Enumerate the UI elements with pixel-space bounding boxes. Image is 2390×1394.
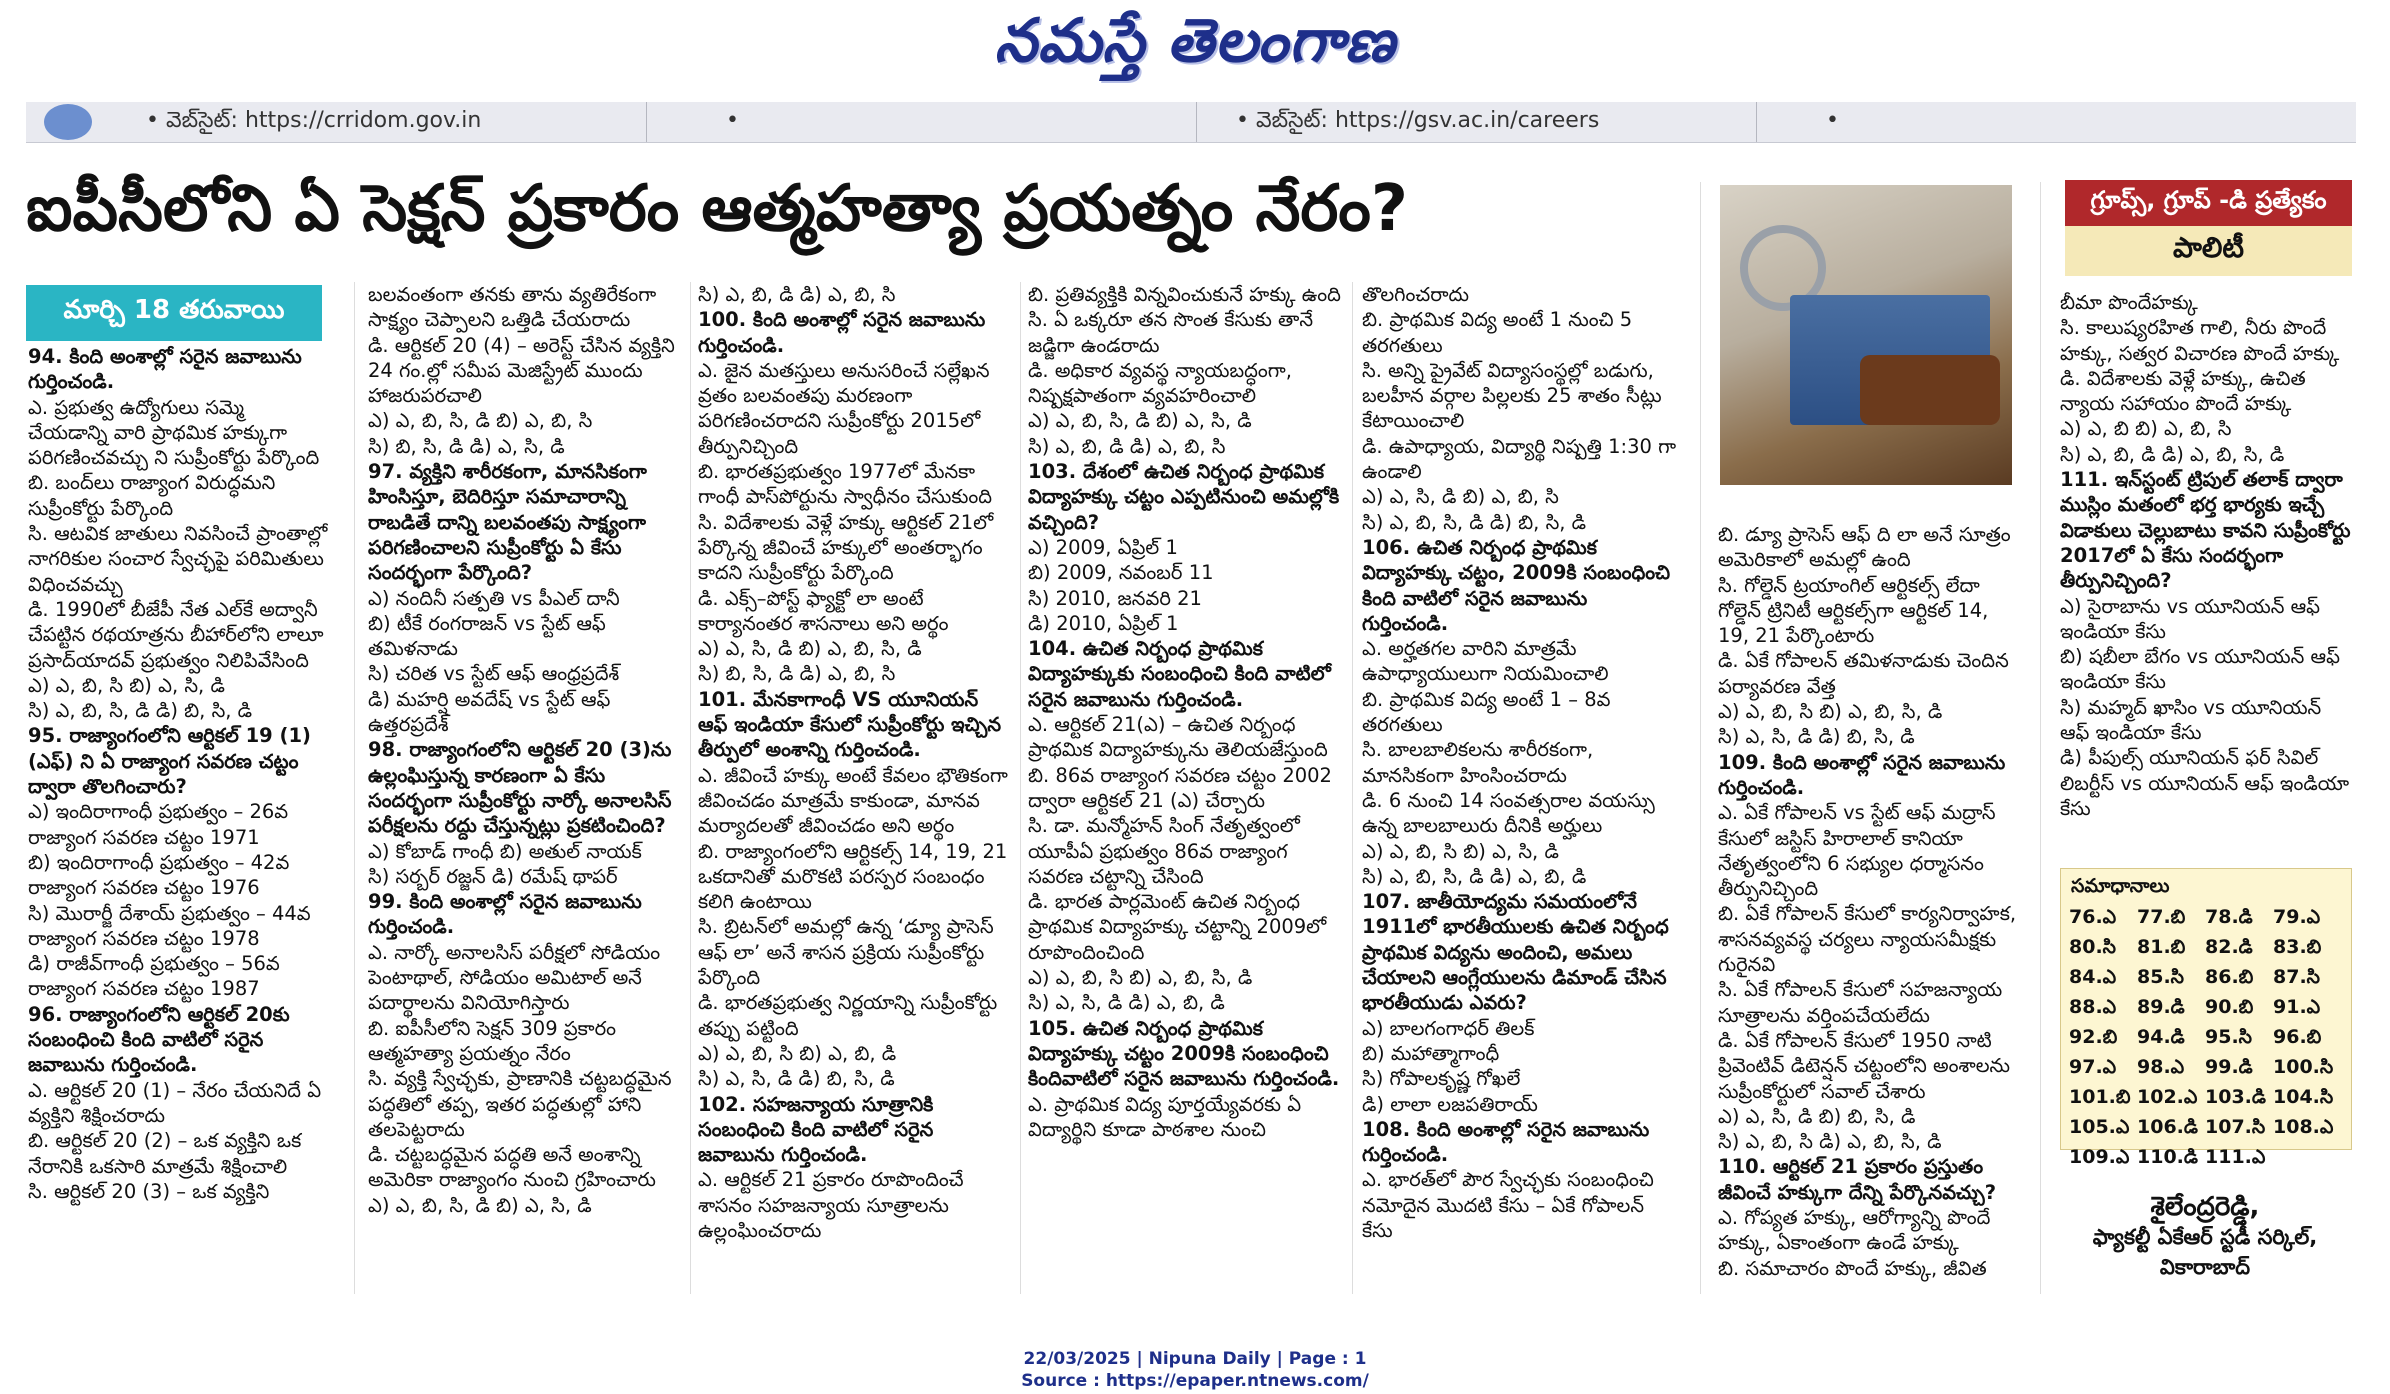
option-text: డి) మహర్షి అవదేష్ vs స్టేట్ ఆఫ్ ఉత్తరప్రదేశ్	[368, 687, 611, 737]
option-text: సి. గోల్డెన్ ట్రయాంగిల్ ఆర్టికల్స్ లేదా గోల్డెన్ ట్రినిటీ ఆర్టికల్స్‌గా ఆర్టికల్ 14, 19, 21 పేర్కొంటారు	[1718, 573, 1989, 648]
option-text: డి) లాలా లజపతిరాయ్	[1362, 1092, 1538, 1116]
option-text: ఎ) ఎ, సి, డి బి) ఎ, బి, సి	[1362, 485, 1559, 509]
answer-cell: 101.బి	[2069, 1085, 2131, 1108]
option-text: డి. ఉపాధ్యాయ, విద్యార్థి నిష్పత్తి 1:30 గా ఉండాలి	[1362, 434, 1677, 484]
answers-box	[2060, 868, 2352, 1168]
answers-row	[2069, 1024, 2341, 1054]
option-text: సి) ఎ, సి, డి డి) బి, సి, డి	[1718, 725, 1915, 749]
option-text: ఎ) ఇందిరాగాంధీ ప్రభుత్వం – 26వ రాజ్యాంగ సవరణ చట్టం 1971	[28, 800, 289, 849]
option-text: ఎ) ఎ, బి, సి, డి బి) ఎ, సి, డి	[1028, 409, 1252, 433]
question-text: 110. ఆర్టికల్ 21 ప్రకారం ప్రస్తుతం జీవించే హక్కుగా దేన్ని పేర్కొనవచ్చు?	[1718, 1155, 1997, 1204]
option-text: బి. ఐపీసీలోని సెక్షన్ 309 ప్రకారం ఆత్మహత్యా ప్రయత్నం నేరం	[368, 1016, 617, 1065]
option-text: సి. కాలుష్యరహిత గాలి, నీరు పొందే హక్కు, సత్వర విచారణ పొందే హక్కు	[2060, 316, 2340, 365]
question-text: 104. ఉచిత నిర్బంధ ప్రాథమిక విద్యాహక్కుకు సంబంధించి కింది వాటిలో సరైన జవాబును గుర్తించండి.	[1028, 637, 1331, 711]
page-footer	[0, 1348, 2390, 1392]
footer-line-1: 22/03/2025 | Nipuna Daily | Page : 1	[1023, 1349, 1367, 1369]
option-text: ఎ. జైన మతస్తులు అనుసరించే సల్లేఖన వ్రతం బలవంతపు మరణంగా పరిగణించరాదని సుప్రీంకోర్టు 2015లో తీర్పునిచ్చింది	[698, 358, 990, 458]
question-text: 99. కింది అంశాల్లో సరైన జవాబును గుర్తించండి.	[368, 890, 642, 939]
strip-cell: • వెబ్‌సైట్: https://crridom.gov.in	[146, 108, 482, 133]
option-text: సి. ఏకే గోపాలన్ కేసులో సహజన్యాయ సూత్రాలను వర్తింపచేయలేదు	[1718, 978, 2003, 1027]
option-text: బీమా పొందేహక్కు	[2060, 291, 2198, 314]
answers-row	[2069, 934, 2341, 964]
option-text: బి. 86వ రాజ్యాంగ సవరణ చట్టం 2002 ద్వారా ఆర్టికల్ 21 (ఎ) చేర్చారు	[1028, 763, 1332, 812]
author-name: శైలేంద్రరెడ్డి,	[2150, 1192, 2260, 1222]
question-text: 106. ఉచిత నిర్బంధ ప్రాథమిక విద్యాహక్కు చట్టం, 2009కి సంబంధించి కింది వాటిలో సరైన జవాబును గుర్తించండి.	[1362, 535, 1671, 635]
option-text: బి) 2009, నవంబర్ 11	[1028, 561, 1214, 585]
option-text: బి. ఆర్టికల్ 20 (2) – ఒక వ్యక్తిని ఒక నేరానికి ఒకసారి మాత్రమే శిక్షించాలి	[28, 1129, 302, 1178]
answer-cell: 83.బి	[2273, 935, 2322, 958]
answer-cell: 95.సి	[2205, 1025, 2252, 1048]
text-column-3	[698, 282, 1014, 1294]
answer-cell: 87.సి	[2273, 965, 2320, 988]
option-text: బి) టీకే రంగరాజన్ vs స్టేట్ ఆఫ్ తమిళనాడు	[368, 611, 606, 661]
answer-cell: 100.సి	[2273, 1055, 2334, 1078]
option-text: ఎ) సైరాబాను vs యూనియన్ ఆఫ్ ఇండియా కేసు	[2060, 594, 2321, 643]
option-text: సి) గోపాలకృష్ణ గోఖలే	[1362, 1067, 1521, 1091]
option-text: ఎ) ఎ, బి, సి, డి బి) ఎ, సి, డి	[368, 1193, 592, 1217]
option-text: ఎ. భారత్‌లో పౌర స్వేచ్ఛకు సంబంధించి నమోదైన మొదటి కేసు – ఏకే గోపాలన్ కేసు	[1362, 1168, 1654, 1242]
byline	[2060, 1192, 2350, 1282]
option-text: సి) సర్బర్ రజ్జన్ డి) రమేష్ థాపర్	[368, 864, 618, 888]
answer-cell: 78.డి	[2205, 905, 2253, 928]
question-text: 105. ఉచిత నిర్బంధ ప్రాథమిక విద్యాహక్కు చట్టం 2009కి సంబంధించి కిందివాటిలో సరైన జవాబును గుర్తించండి.	[1028, 1016, 1340, 1091]
answer-cell: 89.డి	[2137, 995, 2185, 1018]
option-text: డి. అధికార వ్యవస్థ న్యాయబద్ధంగా, నిష్పక్షపాతంగా వ్యవహరించాలి	[1028, 358, 1292, 408]
option-text: డి) పీపుల్స్ యూనియన్ ఫర్ సివిల్ లిబర్టీస్ vs యూనియన్ ఆఫ్ ఇండియా కేసు	[2060, 746, 2350, 820]
answers-row	[2069, 994, 2341, 1024]
option-text: డి. ఏకే గోపాలన్ తమిళనాడుకు చెందిన పర్యావరణ వేత్త	[1718, 649, 2009, 698]
strip-cell: •	[726, 108, 739, 133]
option-text: ఎ) ఎ, బి, సి బి) ఎ, సి, డి	[1362, 839, 1559, 863]
option-text: సి. బాలబాలికలను శారీరకంగా, మానసికంగా హింసించరాదు	[1362, 738, 1594, 787]
text-column-5	[1362, 282, 1680, 1294]
answer-cell: 99.డి	[2205, 1055, 2253, 1078]
option-text: బి. డ్యూ ప్రాసెస్ ఆఫ్ ది లా అనే సూత్రం అమెరికాలో అమల్లో ఉంది	[1718, 523, 2011, 572]
option-text: ఎ) నందినీ సత్పతి vs పీఎల్ దానీ	[368, 586, 620, 610]
option-text: డి) రాజీవ్‌గాంధీ ప్రభుత్వం – 56వ రాజ్యాంగ సవరణ చట్టం 1987	[28, 952, 280, 1001]
option-text: బి) మహాత్మాగాంధీ	[1362, 1041, 1500, 1065]
option-text: సి) బి, సి, డి డి) ఎ, సి, డి	[368, 434, 565, 458]
option-text: ఎ) ఎ, బి బి) ఎ, బి, సి	[2060, 417, 2232, 441]
answer-cell: 79.ఎ	[2273, 905, 2321, 928]
option-text: సి) బి, సి, డి డి) ఎ, బి, సి	[698, 662, 896, 686]
answers-row	[2069, 1114, 2341, 1144]
answer-cell: 103.డి	[2205, 1085, 2266, 1108]
option-text: ఎ. గోప్యత హక్కు, ఆరోగ్యాన్ని పొందే హక్కు, ఏకాంతంగా ఉండే హక్కు	[1718, 1206, 1991, 1255]
option-text: సి. డా. మన్మోహన్ సింగ్ నేతృత్వంలో యూపీఏ ప్రభుత్వం 86వ రాజ్యాంగ సవరణ చట్టాన్ని చేసింది	[1028, 814, 1300, 888]
answer-cell: 91.ఎ	[2273, 995, 2321, 1018]
sidebar-tag: గ్రూప్స్, గ్రూప్ -డి ప్రత్యేకం	[2065, 180, 2352, 226]
option-text: ఎ. అర్హతగల వారిని మాత్రమే ఉపాధ్యాయులుగా నియమించాలి	[1362, 637, 1609, 686]
answers-row	[2069, 1054, 2341, 1084]
option-text: సి) ఎ, బి, సి, డి డి) ఎ, బి, డి	[1362, 864, 1587, 888]
strip-cell: • వెబ్‌సైట్: https://gsv.ac.in/careers	[1236, 108, 1600, 133]
option-text: సి) ఎ, బి, డి డి) ఎ, బి, సి, డి	[2060, 442, 2285, 466]
answer-cell: 96.బి	[2273, 1025, 2322, 1048]
option-text: బలవంతంగా తనకు తాను వ్యతిరేకంగా సాక్ష్యం చెప్పాలని ఒత్తిడి చేయరాదు	[368, 283, 657, 332]
option-text: ఎ) ఎ, సి, డి బి) ఎ, బి, సి, డి	[698, 637, 922, 661]
option-text: సి) చరిత vs స్టేట్ ఆఫ్ ఆంధ్రప్రదేశ్	[368, 662, 620, 686]
answer-cell: 104.సి	[2273, 1085, 2334, 1108]
option-text: ఎ. ఆర్టికల్ 21(ఎ) – ఉచిత నిర్బంధ ప్రాథమిక విద్యాహక్కును తెలియజేస్తుంది	[1028, 713, 1328, 762]
answer-cell: 81.బి	[2137, 935, 2186, 958]
question-text: 94. కింది అంశాల్లో సరైన జవాబును గుర్తించండి.	[28, 345, 302, 394]
sidebar-subject: పాలిటీ	[2065, 226, 2352, 276]
answer-cell: 106.డి	[2137, 1115, 2198, 1138]
option-text: బి. సమాచారం పొందే హక్కు, జీవిత	[1718, 1256, 1987, 1280]
option-text: సి) ఎ, బి, సి డి) ఎ, బి, సి, డి	[1718, 1130, 1942, 1154]
option-text: డి. భారత పార్లమెంట్ ఉచిత నిర్బంధ ప్రాథమిక విద్యాహక్కు చట్టాన్ని 2009లో రూపొందించింది	[1028, 890, 1327, 964]
option-text: ఎ) బాలగంగాధర్ తిలక్	[1362, 1016, 1535, 1040]
answer-cell: 85.సి	[2137, 965, 2184, 988]
option-text: సి. ఆర్టికల్ 20 (3) – ఒక వ్యక్తిని	[28, 1179, 270, 1203]
logo-icon	[44, 104, 92, 140]
option-text: బి. ఏకే గోపాలన్ కేసులో కార్యనిర్వాహక, శాసనవ్యవస్థ చర్యలు న్యాయసమీక్షకు గురైనవి	[1718, 902, 2017, 977]
answer-cell: 86.బి	[2205, 965, 2254, 988]
answer-cell: 80.సి	[2069, 935, 2116, 958]
question-text: 103. దేశంలో ఉచిత నిర్బంధ ప్రాథమిక విద్యాహక్కు చట్టం ఎప్పటినుంచి అమల్లోకి వచ్చింది?	[1028, 460, 1340, 534]
question-text: 111. ఇన్‌స్టంట్ ట్రిపుల్ తలాక్ ద్వారా ముస్లిం మతంలో భర్త భార్యకు ఇచ్చే విడాకులు చెల్లుబాటు కావని సుప్రీంకోర్టు 2017లో ఏ కేసు సందర్భంగా తీర్పునిచ్చింది?	[2060, 468, 2351, 593]
masthead	[0, 6, 2390, 90]
answer-cell: 108.ఎ	[2273, 1115, 2334, 1138]
strip-cell: •	[1826, 108, 1839, 133]
answer-cell: 77.బి	[2137, 905, 2186, 928]
question-text: 109. కింది అంశాల్లో సరైన జవాబును గుర్తించండి.	[1718, 750, 2006, 799]
option-text: సి) ఎ, సి, డి డి) బి, సి, డి	[698, 1067, 895, 1091]
answer-cell: 84.ఎ	[2069, 965, 2117, 988]
option-text: ఎ. ఆర్టికల్ 21 ప్రకారం రూపొందించే శాసనం సహజన్యాయ సూత్రాలను ఉల్లంఘించరాదు	[698, 1168, 964, 1242]
option-text: డి) 2010, ఏప్రిల్ 1	[1028, 611, 1179, 635]
article-headline: ఐపీసీలోని ఏ సెక్షన్ ప్రకారం ఆత్మహత్యా ప్రయత్నం నేరం?	[26, 172, 1408, 246]
answers-row	[2069, 1084, 2341, 1114]
answer-cell: 109.ఎ	[2069, 1145, 2130, 1168]
option-text: డి. ఎక్స్–పోస్ట్ ఫ్యాక్టో లా అంటే కార్యానంతర శాసనాలు అని అర్థం	[698, 586, 949, 635]
answer-cell: 92.బి	[2069, 1025, 2118, 1048]
option-text: డి. విదేశాలకు వెళ్లే హక్కు, ఉచిత న్యాయ సహాయం పొందే హక్కు	[2060, 366, 2306, 416]
newspaper-title: నమస్తే తెలంగాణ	[994, 6, 1396, 76]
answers-row	[2069, 904, 2341, 934]
info-strip	[26, 102, 2356, 143]
text-column-7	[2060, 290, 2352, 850]
option-text: సి) మొరార్జీ దేశాయ్ ప్రభుత్వం – 44వ రాజ్యాంగ సవరణ చట్టం 1978	[28, 901, 311, 950]
answer-cell: 88.ఎ	[2069, 995, 2117, 1018]
question-text: 96. రాజ్యాంగంలోని ఆర్టికల్ 20కు సంబంధించి కింది వాటిలో సరైన జవాబును గుర్తించండి.	[28, 1002, 290, 1077]
option-text: సి. అన్ని ప్రైవేట్ విద్యాసంస్థల్లో బడుగు, బలహీన వర్గాల పిల్లలకు 25 శాతం సీట్లు కేటాయించాలి	[1362, 358, 1662, 433]
option-text: ఎ. జీవించే హక్కు అంటే కేవలం భౌతికంగా జీవించడం మాత్రమే కాకుండా, మానవ మర్యాదలతో జీవించడం అని అర్థం	[698, 763, 1008, 838]
text-column-1	[28, 344, 328, 1294]
option-text: సి) 2010, జనవరి 21	[1028, 586, 1202, 610]
option-text: డి. ఆర్టికల్ 20 (4) – అరెస్ట్ చేసిన వ్యక్తిని 24 గం.ల్లో సమీప మెజిస్ట్రేట్ ముందు హాజరుపరచాలి	[368, 333, 675, 408]
gavel-icon	[1860, 355, 2000, 425]
option-text: బి. భారతప్రభుత్వం 1977లో మేనకా గాంధీ పాస్‌పోర్టును స్వాధీనం చేసుకుంది	[698, 460, 992, 509]
option-text: ఎ) ఎ, సి, డి బి) బి, సి, డి	[1718, 1104, 1916, 1128]
question-text: 98. రాజ్యాంగంలోని ఆర్టికల్ 20 (3)ను ఉల్లంఘిస్తున్న కారణంగా ఏ కేసు సందర్భంగా సుప్రీంకోర్టు నార్కో అనాలసిస్ పరీక్షలను రద్దు చేస్తున్నట్లు ప్రకటించింది?	[368, 738, 672, 838]
answers-table	[2069, 904, 2341, 1174]
option-text: సి) ఎ, సి, డి డి) ఎ, బి, డి	[1028, 991, 1225, 1015]
option-text: బి) ఇందిరాగాంధీ ప్రభుత్వం – 42వ రాజ్యాంగ సవరణ చట్టం 1976	[28, 850, 290, 900]
answer-cell: 107.సి	[2205, 1115, 2266, 1138]
option-text: బి. ప్రతివ్యక్తికి విన్నవించుకునే హక్కు ఉంది	[1028, 283, 1341, 306]
option-text: బి. రాజ్యాంగంలోని ఆర్టికల్స్ 14, 19, 21 ఒకదానితో మరొకటి పరస్పర సంబంధం కలిగి ఉంటాయి	[698, 839, 1008, 914]
option-text: ఎ. ఆర్టికల్ 20 (1) – నేరం చేయనిదే ఏ వ్యక్తిని శిక్షించరాదు	[28, 1078, 322, 1127]
question-text: 107. జాతీయోద్యమ సమయంలోనే 1911లో భారతీయులకు ఉచిత నిర్బంధ ప్రాథమిక విద్యను అందించి, అమలు చేయాలని ఆంగ్లేయులను డిమాండ్ చేసిన భారతీయుడు ఎవరు?	[1362, 890, 1669, 1015]
option-text: సి) ఎ, బి, సి, డి డి) బి, సి, డి	[1362, 510, 1587, 534]
option-text: ఎ. నార్కో అనాలసిస్ పరీక్షలో సోడియం పెంటాథాల్, సోడియం అమిటాల్ అనే పదార్థాలను వినియోగిస్తారు	[368, 940, 661, 1015]
answer-cell	[2273, 1144, 2341, 1174]
text-column-2	[368, 282, 684, 1294]
question-text: 108. కింది అంశాల్లో సరైన జవాబును గుర్తించండి.	[1362, 1117, 1650, 1167]
author-place: వికారాబాద్	[2159, 1255, 2251, 1279]
answer-cell: 110.డి	[2137, 1145, 2198, 1168]
option-text: ఎ. ఏకే గోపాలన్ vs స్టేట్ ఆఫ్ మద్రాస్ కేసులో జస్టిస్ హిరాలాల్ కానియా నేతృత్వంలోని 6 సభ్యుల ధర్మాసనం తీర్పునిచ్చింది	[1718, 801, 1996, 901]
option-text: డి. చట్టబద్ధమైన పద్ధతి అనే అంశాన్ని అమెరికా రాజ్యాంగం నుంచి గ్రహించారు	[368, 1143, 656, 1192]
answers-row	[2069, 1144, 2341, 1174]
answer-cell: 76.ఎ	[2069, 905, 2117, 928]
option-text: ఎ) ఎ, బి, సి, డి బి) ఎ, బి, సి	[368, 409, 593, 433]
question-text: 102. సహజన్యాయ సూత్రానికి సంబంధించి కింది వాటిలో సరైన జవాబును గుర్తించండి.	[698, 1092, 934, 1167]
question-text: 95. రాజ్యాంగంలోని ఆర్టికల్ 19 (1) (ఎఫ్) ని ఏ రాజ్యాంగ సవరణ చట్టం ద్వారా తొలగించారు?	[28, 724, 311, 799]
option-text: ఎ) కోబాడ్ గాంధీ బి) అతుల్ నాయక్	[368, 839, 642, 863]
question-text: 100. కింది అంశాల్లో సరైన జవాబును గుర్తించండి.	[698, 308, 986, 357]
answer-cell: 82.డి	[2205, 935, 2253, 958]
option-text: డి. ఏకే గోపాలన్ కేసులో 1950 నాటి ప్రివెంటివ్ డిటెన్షన్ చట్టంలోని అంశాలను సుప్రీంకోర్టులో సవాల్ చేశారు	[1718, 1028, 2010, 1103]
option-text: డి. భారతప్రభుత్వ నిర్ణయాన్ని సుప్రీంకోర్టు తప్పు పట్టింది	[698, 991, 998, 1040]
option-text: సి. బ్రిటన్‌లో అమల్లో ఉన్న ‘డ్యూ ప్రాసెస్ ఆఫ్ లా’ అనే శాసన ప్రక్రియ సుప్రీంకోర్టు పేర్కొంది	[698, 915, 994, 990]
gavel-books-handcuffs-photo	[1720, 185, 2012, 485]
footer-source: Source : https://epaper.ntnews.com/	[1021, 1371, 1369, 1391]
answer-cell: 102.ఎ	[2137, 1085, 2198, 1108]
answer-cell: 94.డి	[2137, 1025, 2185, 1048]
option-text: బి) షబీలా బేగం vs యూనియన్ ఆఫ్ ఇండియా కేసు	[2060, 645, 2340, 694]
answer-cell: 90.బి	[2205, 995, 2254, 1018]
option-text: సి) ఎ, బి, డి డి) ఎ, బి, సి	[1028, 434, 1226, 458]
answer-cell: 105.ఎ	[2069, 1115, 2130, 1138]
author-role: ఫ్యాకల్టీ ఏకేఆర్ స్టడీ సర్కిల్,	[2092, 1225, 2318, 1249]
option-text: సి. ఏ ఒక్కరూ తన సొంత కేసుకు తానే జడ్జిగా ఉండరాదు	[1028, 308, 1314, 357]
option-text: సి) ఎ, బి, డి డి) ఎ, బి, సి	[698, 283, 896, 306]
answer-cell: 97.ఎ	[2069, 1055, 2117, 1078]
option-text: బి. బంద్‌లు రాజ్యాంగ విరుద్ధమని సుప్రీంకోర్టు పేర్కొంది	[28, 471, 276, 520]
option-text: సి) ఎ, బి, సి, డి డి) బి, సి, డి	[28, 699, 253, 723]
option-text: ఎ) 2009, ఏప్రిల్ 1	[1028, 535, 1178, 559]
question-text: 101. మేనకాగాంధీ VS యూనియన్ ఆఫ్ ఇండియా కేసులో సుప్రీంకోర్టు ఇచ్చిన తీర్పులో అంశాన్ని గుర్తించండి.	[698, 687, 1002, 762]
answer-cell: 98.ఎ	[2137, 1055, 2185, 1078]
answers-title: సమాధానాలు	[2071, 875, 2170, 897]
option-text: సి. విదేశాలకు వెళ్లే హక్కు ఆర్టికల్ 21లో పేర్కొన్న జీవించే హక్కులో అంతర్భాగం కాదని సుప్రీంకోర్టు పేర్కొంది	[698, 510, 994, 585]
option-text: ఎ) ఎ, బి, సి బి) ఎ, బి, డి	[698, 1041, 897, 1065]
option-text: బి. ప్రాథమిక విద్య అంటే 1 నుంచి 5 తరగతులు	[1362, 308, 1633, 357]
option-text: బి. ప్రాథమిక విద్య అంటే 1 – 8వ తరగతులు	[1362, 687, 1611, 737]
option-text: డి. 1990లో బీజేపీ నేత ఎల్‌కే అద్వానీ చేపట్టిన రథయాత్రను బీహార్‌లోని లాలూ ప్రసాద్‌యాదవ్ ప్రభుత్వం నిలిపివేసింది	[28, 597, 324, 672]
section-tag: మార్చి 18 తరువాయి	[26, 285, 322, 341]
text-column-6	[1718, 522, 2024, 1294]
option-text: ఎ. ప్రాథమిక విద్య పూర్తయ్యేవరకు ఏ విద్యార్థిని కూడా పాఠశాల నుంచి	[1028, 1092, 1302, 1141]
answer-cell: 111.ఎ	[2205, 1145, 2266, 1168]
option-text: సి) మహ్మద్ ఖాసిం vs యూనియన్ ఆఫ్ ఇండియా కేసు	[2060, 695, 2322, 745]
option-text: సి. వ్యక్తి స్వేచ్ఛకు, ప్రాణానికి చట్టబద్ధమైన పద్ధతిలో తప్ప, ఇతర పద్ధతుల్లో హాని తలపెట్టరాదు	[368, 1067, 672, 1141]
option-text: తొలగించరాదు	[1362, 283, 1470, 306]
option-text: ఎ) ఎ, బి, సి బి) ఎ, సి, డి	[28, 673, 225, 697]
option-text: డి. 6 నుంచి 14 సంవత్సరాల వయస్సు ఉన్న బాలబాలురు దీనికి అర్హులు	[1362, 788, 1655, 838]
option-text: సి. ఆటవిక జాతులు నివసించే ప్రాంతాల్లో నాగరికుల సంచార స్వేచ్ఛపై పరిమితులు విధించవచ్చు	[28, 522, 328, 596]
text-column-4	[1028, 282, 1344, 1294]
question-text: 97. వ్యక్తిని శారీరకంగా, మానసికంగా హింసిస్తూ, బెదిరిస్తూ సమాచారాన్ని రాబడితే దాన్ని బలవంతపు సాక్ష్యంగా పరిగణించాలని సుప్రీంకోర్టు ఏ కేసు సందర్భంగా పేర్కొంది?	[368, 460, 647, 585]
option-text: ఎ) ఎ, బి, సి బి) ఎ, బి, సి, డి	[1028, 966, 1253, 990]
answers-row	[2069, 964, 2341, 994]
option-text: ఎ) ఎ, బి, సి బి) ఎ, బి, సి, డి	[1718, 700, 1943, 724]
option-text: ఎ. ప్రభుత్వ ఉద్యోగులు సమ్మె చేయడాన్ని వారి ప్రాథమిక హక్కుగా పరిగణించవచ్చు ని సుప్రీంకోర్టు పేర్కొంది	[28, 395, 320, 470]
